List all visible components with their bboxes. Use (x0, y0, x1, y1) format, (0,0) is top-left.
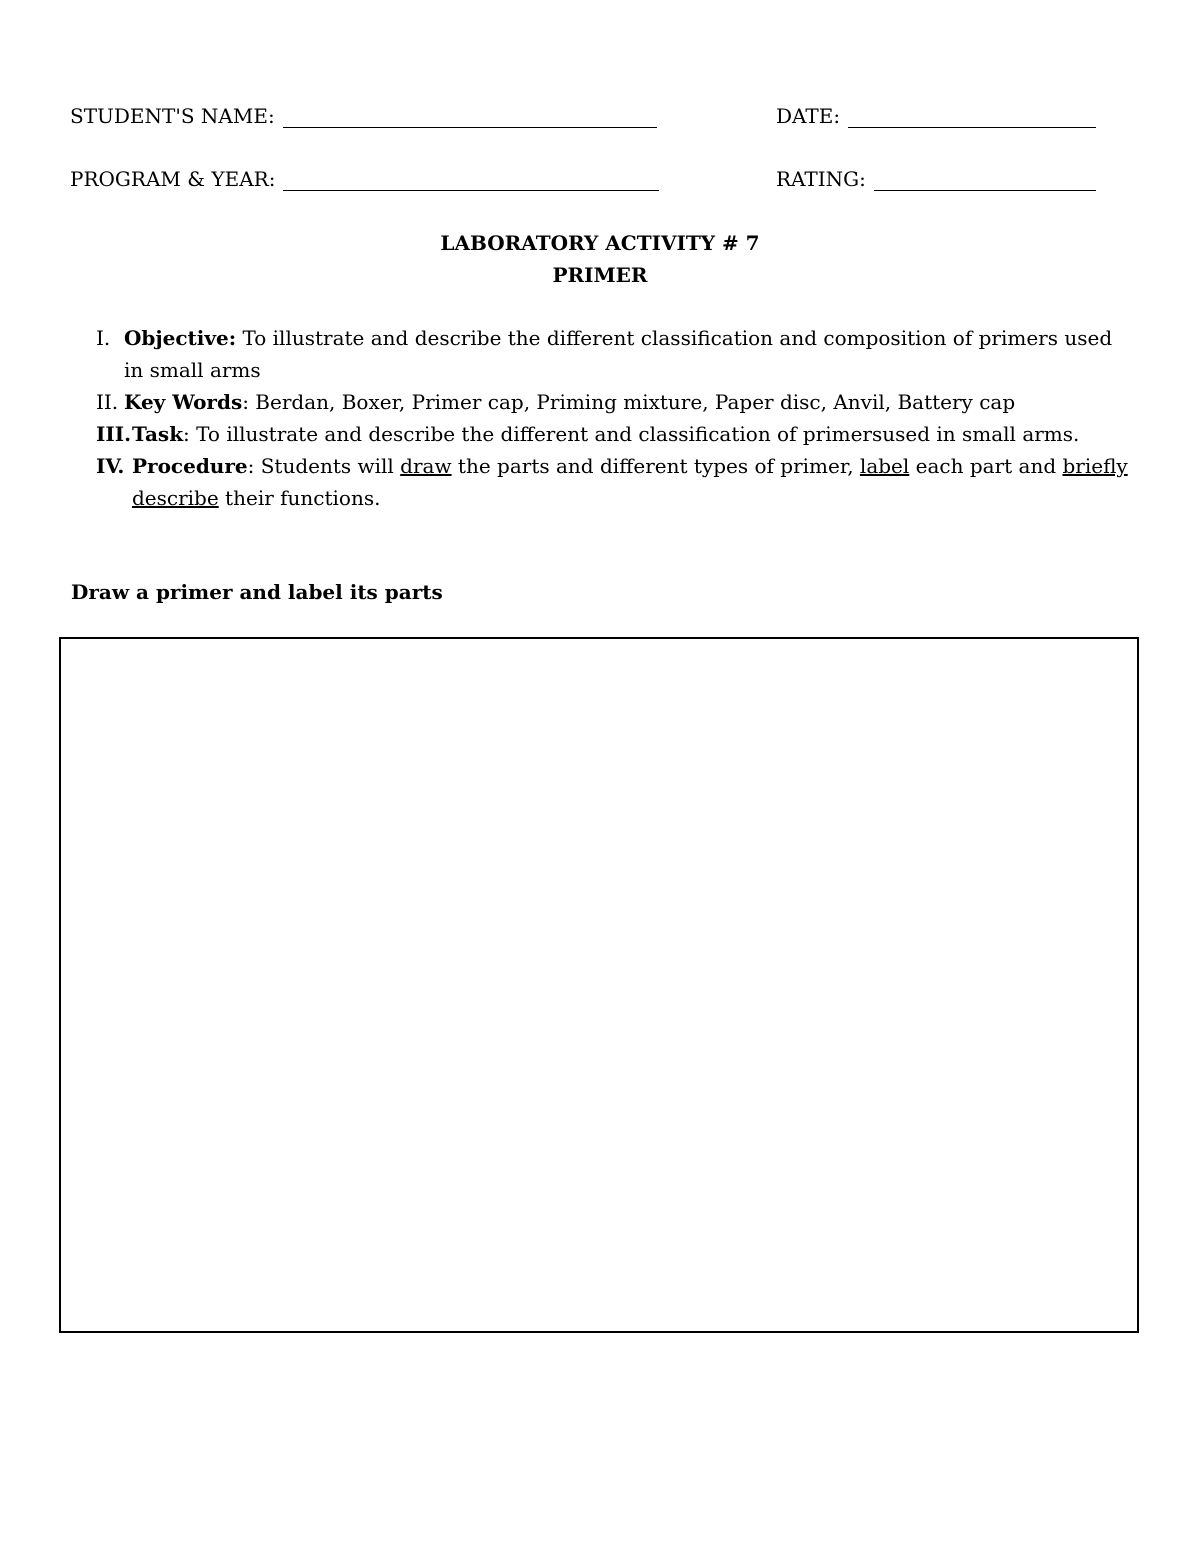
instructions-list (96, 322, 1136, 514)
objective-label: Objective: (124, 326, 237, 350)
drawing-area[interactable] (59, 637, 1139, 1333)
drawing-prompt: Draw a primer and label its parts (71, 580, 443, 604)
objective-item (96, 322, 1136, 386)
program-year-field[interactable] (70, 167, 659, 191)
program-year-label: PROGRAM & YEAR: (70, 167, 276, 191)
program-year-blank[interactable] (283, 170, 659, 191)
activity-title: LABORATORY ACTIVITY # 7 (440, 231, 760, 255)
item-numeral: I. (96, 326, 111, 350)
label-keyword: label (859, 454, 910, 478)
draw-keyword: draw (400, 454, 452, 478)
task-text: : To illustrate and describe the different and classification of primersused in small arms. (183, 422, 1080, 446)
key-words-item (96, 386, 1136, 418)
rating-field[interactable] (776, 167, 1096, 191)
rating-blank[interactable] (874, 170, 1096, 191)
student-name-blank[interactable] (283, 107, 657, 128)
item-numeral: III. (96, 422, 132, 446)
item-numeral: II. (96, 390, 119, 414)
date-label: DATE: (776, 104, 841, 128)
rating-label: RATING: (776, 167, 866, 191)
procedure-item (96, 450, 1136, 514)
procedure-text: the parts and different types of primer, (451, 454, 860, 478)
student-name-field[interactable] (70, 104, 657, 128)
student-name-label: STUDENT'S NAME: (70, 104, 275, 128)
procedure-text: their functions. (218, 486, 381, 510)
procedure-text: each part and (909, 454, 1063, 478)
objective-text: To illustrate and describe the different classification and composition of primers used in small arms (124, 326, 1113, 382)
task-item (96, 418, 1136, 450)
key-words-label: Key Words (124, 390, 243, 414)
procedure-label: Procedure (132, 454, 248, 478)
activity-subtitle: PRIMER (552, 263, 648, 287)
key-words-text: : Berdan, Boxer, Primer cap, Priming mixture, Paper disc, Anvil, Battery cap (242, 390, 1016, 414)
task-label: Task (132, 422, 184, 446)
procedure-text: : Students will (247, 454, 401, 478)
date-blank[interactable] (848, 107, 1096, 128)
date-field[interactable] (776, 104, 1096, 128)
item-numeral: IV. (96, 454, 125, 478)
describe-keyword: briefly describe (132, 454, 1128, 510)
